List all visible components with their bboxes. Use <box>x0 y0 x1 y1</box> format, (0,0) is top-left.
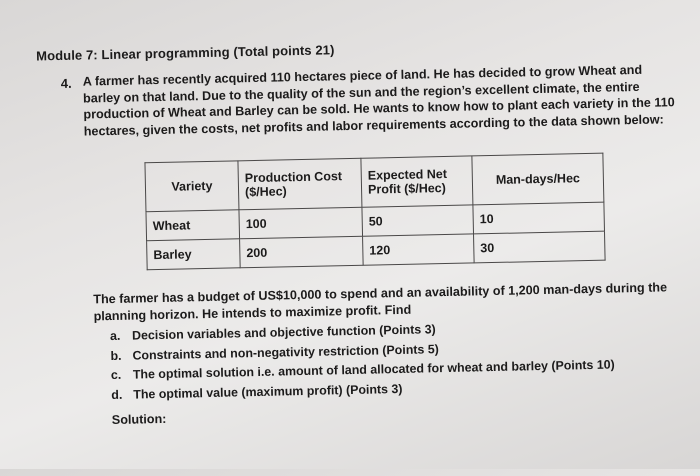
cell-net-profit: 120 <box>363 234 475 265</box>
task-list <box>110 316 615 405</box>
task-label: c. <box>110 367 122 383</box>
header-production-cost: Production Cost ($/Hec) <box>238 158 362 210</box>
cell-man-days: 30 <box>474 231 606 263</box>
solution-label: Solution: <box>111 411 167 428</box>
header-expected-net-profit: Expected Net Profit ($/Hec) <box>361 156 473 207</box>
module-title: Module 7: Linear programming (Total points 21) <box>36 42 335 64</box>
task-label: d. <box>111 387 123 402</box>
task-text: Constraints and non-negativity restriction (Points 5) <box>132 341 439 363</box>
cell-variety: Barley <box>147 239 241 270</box>
question-number: 4. <box>60 75 72 92</box>
task-text: The optimal value (maximum profit) (Points 3) <box>133 381 403 402</box>
cell-net-profit: 50 <box>362 205 474 236</box>
data-table <box>144 153 605 271</box>
cell-production-cost: 200 <box>240 236 364 268</box>
budget-paragraph: The farmer has a budget of US$10,000 to spend and an availability of 1,200 man-days during the planning horizon. He intends to maximize profit. Find <box>93 280 668 324</box>
task-label: a. <box>109 328 121 344</box>
task-text: The optimal solution i.e. amount of land allocated for wheat and barley (Points 10) <box>132 357 615 382</box>
cell-man-days: 10 <box>473 202 605 234</box>
header-man-days: Man-days/Hec <box>472 153 604 205</box>
header-variety: Variety <box>145 161 239 212</box>
task-text: Decision variables and objective function (Points 3) <box>131 322 436 343</box>
cell-production-cost: 100 <box>239 207 363 239</box>
task-label: b. <box>110 348 122 363</box>
cell-variety: Wheat <box>146 210 240 241</box>
question-text: A farmer has recently acquired 110 hectares piece of land. He has decided to grow Wheat and barley on that land. Due to the quality of the sun and the region’s excellent climate, the entire production of Wheat and Barley can be sold. He wants to know how to plant each variety in the 110 hectares, given the costs, net profits and labor requirements according to the data shown below: <box>82 62 675 139</box>
